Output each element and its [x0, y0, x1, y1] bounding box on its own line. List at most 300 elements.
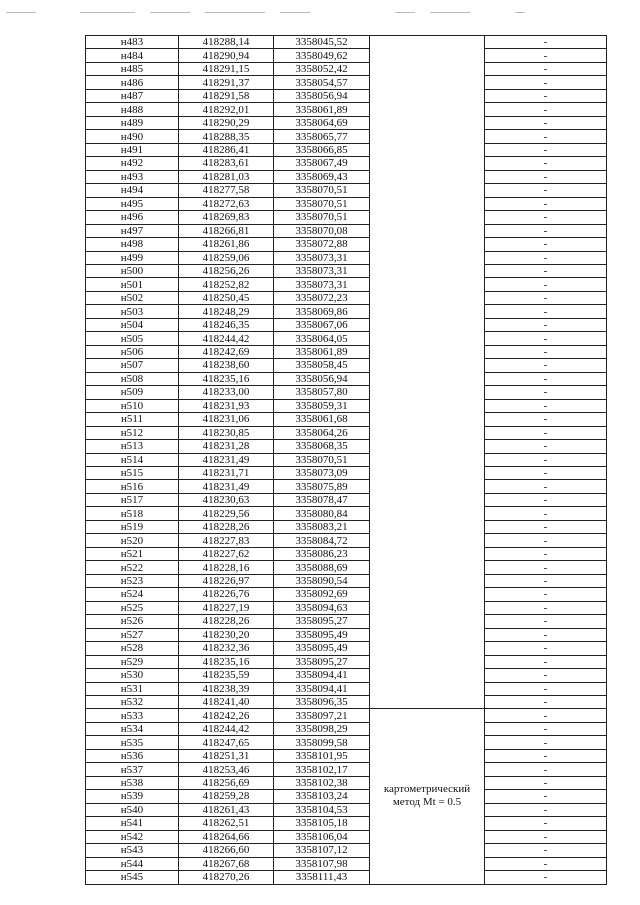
y-coordinate-cell: 3358096,35	[274, 695, 370, 708]
point-id-cell: н490	[86, 130, 179, 143]
table-row	[86, 116, 607, 129]
x-coordinate-cell: 418270,26	[179, 871, 274, 884]
note-cell: -	[485, 238, 607, 251]
x-coordinate-cell: 418290,94	[179, 49, 274, 62]
point-id-cell: н532	[86, 695, 179, 708]
y-coordinate-cell: 3358078,47	[274, 493, 370, 506]
x-coordinate-cell: 418292,01	[179, 103, 274, 116]
point-id-cell: н516	[86, 480, 179, 493]
table-row	[86, 480, 607, 493]
note-cell: -	[485, 197, 607, 210]
note-cell: -	[485, 776, 607, 789]
x-coordinate-cell: 418264,66	[179, 830, 274, 843]
table-row	[86, 211, 607, 224]
y-coordinate-cell: 3358104,53	[274, 803, 370, 816]
note-cell: -	[485, 372, 607, 385]
x-coordinate-cell: 418261,43	[179, 803, 274, 816]
note-cell: -	[485, 116, 607, 129]
x-coordinate-cell: 418253,46	[179, 763, 274, 776]
y-coordinate-cell: 3358049,62	[274, 49, 370, 62]
x-coordinate-cell: 418277,58	[179, 184, 274, 197]
note-cell: -	[485, 803, 607, 816]
y-coordinate-cell: 3358102,38	[274, 776, 370, 789]
x-coordinate-cell: 418230,85	[179, 426, 274, 439]
table-row	[86, 359, 607, 372]
y-coordinate-cell: 3358058,45	[274, 359, 370, 372]
table-row	[86, 749, 607, 762]
y-coordinate-cell: 3358064,69	[274, 116, 370, 129]
note-cell: -	[485, 790, 607, 803]
y-coordinate-cell: 3358095,49	[274, 642, 370, 655]
x-coordinate-cell: 418283,61	[179, 157, 274, 170]
table-row	[86, 709, 607, 722]
y-coordinate-cell: 3358094,41	[274, 682, 370, 695]
y-coordinate-cell: 3358111,43	[274, 871, 370, 884]
coordinates-table-body	[86, 36, 607, 885]
note-cell: -	[485, 264, 607, 277]
table-row	[86, 143, 607, 156]
table-row	[86, 520, 607, 533]
point-id-cell: н513	[86, 440, 179, 453]
note-cell: -	[485, 143, 607, 156]
point-id-cell: н544	[86, 857, 179, 870]
note-cell: -	[485, 628, 607, 641]
y-coordinate-cell: 3358057,80	[274, 386, 370, 399]
point-id-cell: н505	[86, 332, 179, 345]
note-cell: -	[485, 399, 607, 412]
y-coordinate-cell: 3358073,31	[274, 251, 370, 264]
table-row	[86, 62, 607, 75]
note-cell: -	[485, 62, 607, 75]
note-cell: -	[485, 89, 607, 102]
y-coordinate-cell: 3358095,27	[274, 615, 370, 628]
table-row	[86, 278, 607, 291]
table-row	[86, 251, 607, 264]
y-coordinate-cell: 3358086,23	[274, 547, 370, 560]
table-row	[86, 291, 607, 304]
x-coordinate-cell: 418231,93	[179, 399, 274, 412]
y-coordinate-cell: 3358099,58	[274, 736, 370, 749]
point-id-cell: н514	[86, 453, 179, 466]
point-id-cell: н534	[86, 722, 179, 735]
note-cell: -	[485, 655, 607, 668]
note-cell: -	[485, 453, 607, 466]
note-cell: -	[485, 561, 607, 574]
x-coordinate-cell: 418272,63	[179, 197, 274, 210]
note-cell: -	[485, 184, 607, 197]
table-row	[86, 669, 607, 682]
y-coordinate-cell: 3358070,51	[274, 197, 370, 210]
point-id-cell: н487	[86, 89, 179, 102]
x-coordinate-cell: 418235,16	[179, 372, 274, 385]
point-id-cell: н488	[86, 103, 179, 116]
y-coordinate-cell: 3358069,86	[274, 305, 370, 318]
x-coordinate-cell: 418288,35	[179, 130, 274, 143]
note-cell: -	[485, 695, 607, 708]
x-coordinate-cell: 418269,83	[179, 211, 274, 224]
y-coordinate-cell: 3358068,35	[274, 440, 370, 453]
table-row	[86, 372, 607, 385]
note-cell: -	[485, 305, 607, 318]
point-id-cell: н496	[86, 211, 179, 224]
y-coordinate-cell: 3358080,84	[274, 507, 370, 520]
table-row	[86, 399, 607, 412]
note-cell: -	[485, 170, 607, 183]
y-coordinate-cell: 3358061,68	[274, 413, 370, 426]
point-id-cell: н526	[86, 615, 179, 628]
y-coordinate-cell: 3358073,31	[274, 264, 370, 277]
table-row	[86, 467, 607, 480]
y-coordinate-cell: 3358101,95	[274, 749, 370, 762]
point-id-cell: н483	[86, 36, 179, 49]
x-coordinate-cell: 418230,63	[179, 493, 274, 506]
table-row	[86, 170, 607, 183]
point-id-cell: н503	[86, 305, 179, 318]
table-row	[86, 574, 607, 587]
point-id-cell: н506	[86, 345, 179, 358]
point-id-cell: н529	[86, 655, 179, 668]
y-coordinate-cell: 3358107,12	[274, 844, 370, 857]
point-id-cell: н537	[86, 763, 179, 776]
note-cell: -	[485, 493, 607, 506]
table-row	[86, 642, 607, 655]
point-id-cell: н543	[86, 844, 179, 857]
point-id-cell: н528	[86, 642, 179, 655]
y-coordinate-cell: 3358065,77	[274, 130, 370, 143]
y-coordinate-cell: 3358070,08	[274, 224, 370, 237]
table-row	[86, 534, 607, 547]
x-coordinate-cell: 418290,29	[179, 116, 274, 129]
point-id-cell: н495	[86, 197, 179, 210]
note-cell: -	[485, 413, 607, 426]
y-coordinate-cell: 3358092,69	[274, 588, 370, 601]
note-cell: -	[485, 722, 607, 735]
x-coordinate-cell: 418230,20	[179, 628, 274, 641]
note-cell: -	[485, 332, 607, 345]
y-coordinate-cell: 3358102,17	[274, 763, 370, 776]
x-coordinate-cell: 418238,60	[179, 359, 274, 372]
x-coordinate-cell: 418233,00	[179, 386, 274, 399]
x-coordinate-cell: 418251,31	[179, 749, 274, 762]
table-row	[86, 655, 607, 668]
table-row	[86, 318, 607, 331]
table-row	[86, 426, 607, 439]
point-id-cell: н512	[86, 426, 179, 439]
note-cell: -	[485, 844, 607, 857]
note-cell: -	[485, 507, 607, 520]
coordinates-table	[85, 35, 607, 885]
note-cell: -	[485, 534, 607, 547]
y-coordinate-cell: 3358072,88	[274, 238, 370, 251]
note-cell: -	[485, 749, 607, 762]
x-coordinate-cell: 418231,28	[179, 440, 274, 453]
point-id-cell: н531	[86, 682, 179, 695]
method-cell-empty	[370, 36, 485, 709]
x-coordinate-cell: 418288,14	[179, 36, 274, 49]
table-row	[86, 561, 607, 574]
point-id-cell: н485	[86, 62, 179, 75]
point-id-cell: н510	[86, 399, 179, 412]
point-id-cell: н545	[86, 871, 179, 884]
table-row	[86, 803, 607, 816]
x-coordinate-cell: 418250,45	[179, 291, 274, 304]
table-row	[86, 857, 607, 870]
point-id-cell: н501	[86, 278, 179, 291]
y-coordinate-cell: 3358064,26	[274, 426, 370, 439]
table-row	[86, 830, 607, 843]
y-coordinate-cell: 3358073,09	[274, 467, 370, 480]
table-row	[86, 507, 607, 520]
note-cell: -	[485, 318, 607, 331]
point-id-cell: н492	[86, 157, 179, 170]
table-row	[86, 103, 607, 116]
x-coordinate-cell: 418231,71	[179, 467, 274, 480]
scan-header-marks	[0, 0, 640, 22]
y-coordinate-cell: 3358095,49	[274, 628, 370, 641]
point-id-cell: н536	[86, 749, 179, 762]
x-coordinate-cell: 418244,42	[179, 722, 274, 735]
note-cell: -	[485, 467, 607, 480]
table-row	[86, 817, 607, 830]
x-coordinate-cell: 418252,82	[179, 278, 274, 291]
note-cell: -	[485, 345, 607, 358]
x-coordinate-cell: 418229,56	[179, 507, 274, 520]
y-coordinate-cell: 3358067,49	[274, 157, 370, 170]
note-cell: -	[485, 601, 607, 614]
note-cell: -	[485, 830, 607, 843]
table-row	[86, 547, 607, 560]
y-coordinate-cell: 3358094,63	[274, 601, 370, 614]
point-id-cell: н500	[86, 264, 179, 277]
note-cell: -	[485, 157, 607, 170]
y-coordinate-cell: 3358067,06	[274, 318, 370, 331]
x-coordinate-cell: 418248,29	[179, 305, 274, 318]
table-row	[86, 184, 607, 197]
table-row	[86, 722, 607, 735]
note-cell: -	[485, 682, 607, 695]
table-row	[86, 386, 607, 399]
y-coordinate-cell: 3358059,31	[274, 399, 370, 412]
table-row	[86, 453, 607, 466]
point-id-cell: н498	[86, 238, 179, 251]
table-row	[86, 628, 607, 641]
table-row	[86, 615, 607, 628]
point-id-cell: н499	[86, 251, 179, 264]
table-row	[86, 89, 607, 102]
x-coordinate-cell: 418228,26	[179, 520, 274, 533]
point-id-cell: н504	[86, 318, 179, 331]
y-coordinate-cell: 3358056,94	[274, 89, 370, 102]
y-coordinate-cell: 3358056,94	[274, 372, 370, 385]
table-row	[86, 224, 607, 237]
x-coordinate-cell: 418291,37	[179, 76, 274, 89]
point-id-cell: н542	[86, 830, 179, 843]
note-cell: -	[485, 359, 607, 372]
table-row	[86, 736, 607, 749]
table-row	[86, 413, 607, 426]
point-id-cell: н486	[86, 76, 179, 89]
x-coordinate-cell: 418246,35	[179, 318, 274, 331]
point-id-cell: н519	[86, 520, 179, 533]
point-id-cell: н523	[86, 574, 179, 587]
y-coordinate-cell: 3358103,24	[274, 790, 370, 803]
x-coordinate-cell: 418227,62	[179, 547, 274, 560]
point-id-cell: н489	[86, 116, 179, 129]
x-coordinate-cell: 418231,06	[179, 413, 274, 426]
point-id-cell: н535	[86, 736, 179, 749]
note-cell: -	[485, 547, 607, 560]
table-row	[86, 776, 607, 789]
table-row	[86, 871, 607, 884]
method-cell: картометрический метод Mt = 0.5	[370, 709, 485, 884]
x-coordinate-cell: 418267,68	[179, 857, 274, 870]
table-row	[86, 197, 607, 210]
y-coordinate-cell: 3358072,23	[274, 291, 370, 304]
x-coordinate-cell: 418231,49	[179, 453, 274, 466]
x-coordinate-cell: 418242,26	[179, 709, 274, 722]
y-coordinate-cell: 3358098,29	[274, 722, 370, 735]
point-id-cell: н527	[86, 628, 179, 641]
note-cell: -	[485, 642, 607, 655]
y-coordinate-cell: 3358090,54	[274, 574, 370, 587]
y-coordinate-cell: 3358073,31	[274, 278, 370, 291]
y-coordinate-cell: 3358054,57	[274, 76, 370, 89]
y-coordinate-cell: 3358105,18	[274, 817, 370, 830]
note-cell: -	[485, 709, 607, 722]
x-coordinate-cell: 418266,60	[179, 844, 274, 857]
x-coordinate-cell: 418242,69	[179, 345, 274, 358]
point-id-cell: н517	[86, 493, 179, 506]
point-id-cell: н518	[86, 507, 179, 520]
point-id-cell: н509	[86, 386, 179, 399]
y-coordinate-cell: 3358095,27	[274, 655, 370, 668]
x-coordinate-cell: 418244,42	[179, 332, 274, 345]
point-id-cell: н494	[86, 184, 179, 197]
y-coordinate-cell: 3358075,89	[274, 480, 370, 493]
y-coordinate-cell: 3358069,43	[274, 170, 370, 183]
note-cell: -	[485, 36, 607, 49]
table-row	[86, 682, 607, 695]
x-coordinate-cell: 418291,58	[179, 89, 274, 102]
x-coordinate-cell: 418281,03	[179, 170, 274, 183]
table-row	[86, 763, 607, 776]
y-coordinate-cell: 3358070,51	[274, 453, 370, 466]
note-cell: -	[485, 480, 607, 493]
point-id-cell: н507	[86, 359, 179, 372]
note-cell: -	[485, 615, 607, 628]
x-coordinate-cell: 418231,49	[179, 480, 274, 493]
note-cell: -	[485, 669, 607, 682]
y-coordinate-cell: 3358070,51	[274, 184, 370, 197]
x-coordinate-cell: 418241,40	[179, 695, 274, 708]
point-id-cell: н515	[86, 467, 179, 480]
y-coordinate-cell: 3358084,72	[274, 534, 370, 547]
note-cell: -	[485, 49, 607, 62]
point-id-cell: н533	[86, 709, 179, 722]
note-cell: -	[485, 291, 607, 304]
y-coordinate-cell: 3358106,04	[274, 830, 370, 843]
y-coordinate-cell: 3358094,41	[274, 669, 370, 682]
x-coordinate-cell: 418291,15	[179, 62, 274, 75]
note-cell: -	[485, 76, 607, 89]
x-coordinate-cell: 418227,83	[179, 534, 274, 547]
point-id-cell: н511	[86, 413, 179, 426]
y-coordinate-cell: 3358061,89	[274, 345, 370, 358]
x-coordinate-cell: 418261,86	[179, 238, 274, 251]
x-coordinate-cell: 418228,16	[179, 561, 274, 574]
note-cell: -	[485, 224, 607, 237]
x-coordinate-cell: 418227,19	[179, 601, 274, 614]
x-coordinate-cell: 418256,69	[179, 776, 274, 789]
table-row	[86, 695, 607, 708]
y-coordinate-cell: 3358061,89	[274, 103, 370, 116]
table-row	[86, 130, 607, 143]
y-coordinate-cell: 3358083,21	[274, 520, 370, 533]
point-id-cell: н524	[86, 588, 179, 601]
note-cell: -	[485, 386, 607, 399]
table-row	[86, 493, 607, 506]
note-cell: -	[485, 763, 607, 776]
table-row	[86, 844, 607, 857]
point-id-cell: н530	[86, 669, 179, 682]
note-cell: -	[485, 817, 607, 830]
table-row	[86, 305, 607, 318]
point-id-cell: н502	[86, 291, 179, 304]
point-id-cell: н508	[86, 372, 179, 385]
x-coordinate-cell: 418232,36	[179, 642, 274, 655]
table-row	[86, 440, 607, 453]
y-coordinate-cell: 3358088,69	[274, 561, 370, 574]
note-cell: -	[485, 103, 607, 116]
point-id-cell: н497	[86, 224, 179, 237]
note-cell: -	[485, 130, 607, 143]
table-row	[86, 49, 607, 62]
table-row	[86, 264, 607, 277]
x-coordinate-cell: 418286,41	[179, 143, 274, 156]
x-coordinate-cell: 418266,81	[179, 224, 274, 237]
y-coordinate-cell: 3358052,42	[274, 62, 370, 75]
x-coordinate-cell: 418256,26	[179, 264, 274, 277]
y-coordinate-cell: 3358107,98	[274, 857, 370, 870]
table-row	[86, 36, 607, 49]
note-cell: -	[485, 211, 607, 224]
y-coordinate-cell: 3358064,05	[274, 332, 370, 345]
x-coordinate-cell: 418228,26	[179, 615, 274, 628]
point-id-cell: н493	[86, 170, 179, 183]
x-coordinate-cell: 418262,51	[179, 817, 274, 830]
point-id-cell: н521	[86, 547, 179, 560]
point-id-cell: н539	[86, 790, 179, 803]
note-cell: -	[485, 251, 607, 264]
x-coordinate-cell: 418259,06	[179, 251, 274, 264]
note-cell: -	[485, 736, 607, 749]
table-row	[86, 238, 607, 251]
note-cell: -	[485, 440, 607, 453]
x-coordinate-cell: 418238,39	[179, 682, 274, 695]
point-id-cell: н525	[86, 601, 179, 614]
y-coordinate-cell: 3358066,85	[274, 143, 370, 156]
point-id-cell: н541	[86, 817, 179, 830]
point-id-cell: н538	[86, 776, 179, 789]
note-cell: -	[485, 426, 607, 439]
point-id-cell: н520	[86, 534, 179, 547]
table-row	[86, 790, 607, 803]
x-coordinate-cell: 418226,76	[179, 588, 274, 601]
point-id-cell: н522	[86, 561, 179, 574]
y-coordinate-cell: 3358097,21	[274, 709, 370, 722]
table-row	[86, 345, 607, 358]
point-id-cell: н540	[86, 803, 179, 816]
